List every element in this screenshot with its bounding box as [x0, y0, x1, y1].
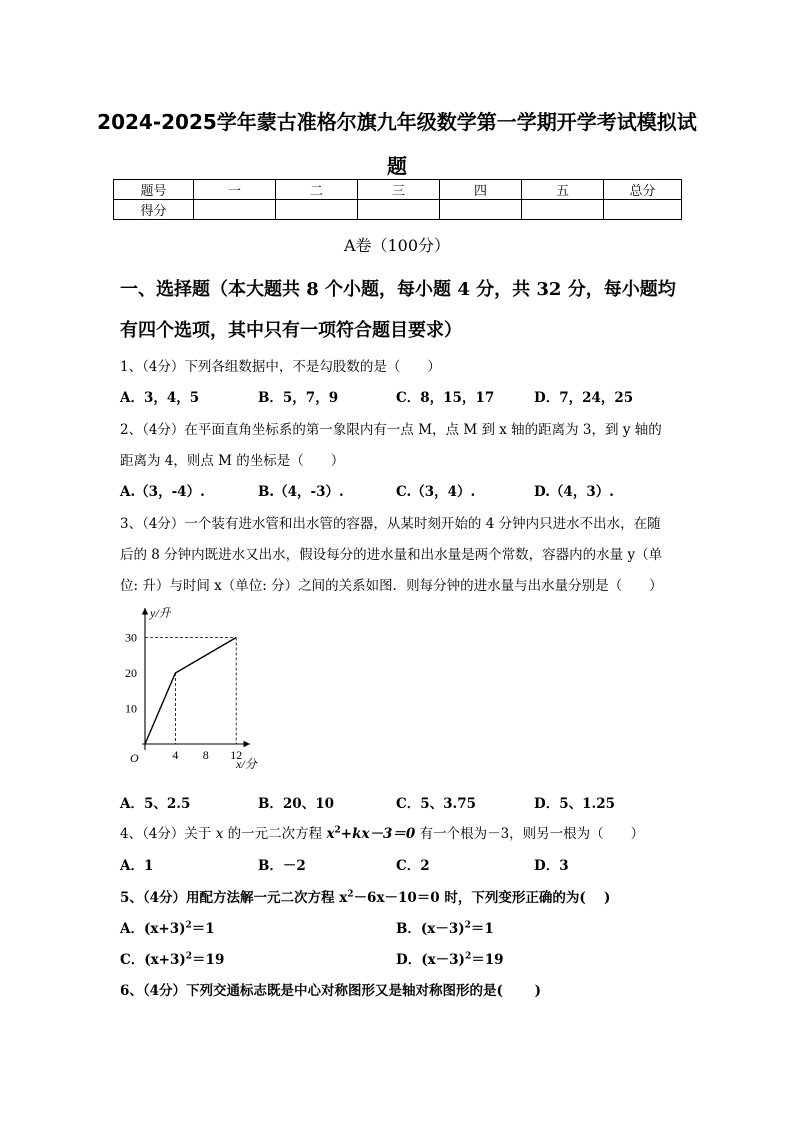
- score-header-cell: 总分: [604, 180, 682, 200]
- section-heading-line2: 有四个选项，其中只有一项符合题目要求）: [120, 320, 462, 341]
- q5-option-b-exp: 2: [464, 920, 471, 931]
- q4-option-b: B．－2: [258, 858, 306, 874]
- x-tick-label: 12: [230, 748, 243, 762]
- score-table-score-row: [114, 200, 682, 220]
- q3-option-c: C．5、3.75: [396, 796, 477, 812]
- q5-option-d-rhs: ＝19: [471, 952, 504, 968]
- q1-option-b: B．5，7，9: [258, 390, 339, 406]
- y-axis-label: y/升: [150, 606, 171, 620]
- question-1-stem: 1、（4分）下列各组数据中，不是勾股数的是（ ）: [120, 359, 441, 375]
- q4-eq-x: x: [326, 826, 335, 842]
- q1-option-d: D．7，24，25: [534, 390, 634, 406]
- score-table: [113, 179, 682, 220]
- q4-eq-rest: +kx－3＝0: [340, 826, 416, 842]
- q3-option-d: D．5、1.25: [534, 796, 615, 812]
- q4-stem-part: 的一元二次方程: [223, 826, 327, 842]
- origin-label: O: [130, 751, 139, 765]
- y-tick-label: 30: [125, 630, 137, 645]
- score-header-cell: 一: [194, 180, 276, 200]
- q5-stem-part: 5、（4分）用配方法解一元二次方程 x: [120, 890, 348, 906]
- score-cell: [522, 200, 604, 220]
- question-4-stem: [120, 822, 644, 842]
- q4-var-x: x: [215, 826, 224, 842]
- series-line: [145, 638, 236, 745]
- q1-option-c: C．8，15，17: [396, 390, 495, 406]
- score-header-cell: 二: [276, 180, 358, 200]
- q5-option-c-rhs: ＝19: [192, 952, 225, 968]
- q4-stem-part: 有一个根为－3，则另一根为（ ）: [415, 826, 645, 842]
- score-header-cell: 四: [440, 180, 522, 200]
- q5-option-b-rhs: ＝1: [470, 921, 494, 937]
- score-cell: [194, 200, 276, 220]
- q5-option-c-base: C．(x+3): [120, 952, 186, 968]
- score-row-label: 得分: [114, 200, 194, 220]
- paper-section-label: A卷（100分）: [343, 236, 451, 255]
- paper-title-line1: 2024-2025学年蒙古准格尔旗九年级数学第一学期开学考试模拟试: [97, 110, 697, 134]
- q5-option-b: [396, 917, 494, 937]
- q3-option-a: A．5、2.5: [120, 796, 191, 812]
- question-2-stem-line2: 距离为 4，则点 M 的坐标是（ ）: [120, 453, 345, 469]
- q5-option-d-base: D．(x－3): [396, 952, 465, 968]
- q4-eq-exponent: 2: [334, 825, 341, 836]
- x-tick-label: 4: [172, 748, 179, 762]
- question-2-stem-line1: 2、（4分）在平面直角坐标系的第一象限内有一点 M，点 M 到 x 轴的距离为 3，到 y 轴的: [120, 422, 662, 438]
- q5-option-a-base: A．(x+3): [120, 921, 186, 937]
- q5-option-a-exp: 2: [185, 920, 192, 931]
- q5-option-c: [120, 948, 224, 968]
- q4-option-d: D．3: [534, 858, 569, 874]
- q4-option-a: A．1: [120, 858, 154, 874]
- q5-exponent: 2: [347, 889, 354, 900]
- q1-option-a: A．3，4，5: [120, 390, 200, 406]
- score-header-cell: 五: [522, 180, 604, 200]
- section-heading-line1: 一、选择题（本大题共 8 个小题，每小题 4 分，共 32 分，每小题均: [120, 279, 676, 300]
- score-header-cell: 题号: [114, 180, 194, 200]
- score-header-cell: 三: [358, 180, 440, 200]
- question-3-stem-line1: 3、（4分）一个装有进水管和出水管的容器，从某时刻开始的 4 分钟内只进水不出水，在随: [120, 516, 661, 532]
- question-6-stem: 6、（4分）下列交通标志既是中心对称图形又是轴对称图形的是( ): [120, 983, 542, 999]
- q2-option-c: C.（3，4）.: [396, 484, 476, 500]
- y-tick-label: 10: [125, 701, 137, 716]
- q5-option-b-base: B．(x－3): [396, 921, 465, 937]
- q2-option-a: A.（3，-4）.: [120, 484, 205, 500]
- x-tick-label: 8: [202, 748, 209, 762]
- q5-option-c-exp: 2: [185, 951, 193, 962]
- score-table-header-row: [114, 180, 682, 200]
- score-cell: [604, 200, 682, 220]
- paper-title-line2: 题: [387, 154, 407, 178]
- water-volume-graph: [112, 600, 272, 780]
- x-axis-label: x/分: [236, 757, 257, 771]
- q4-option-c: C．2: [396, 858, 430, 874]
- y-tick-label: 20: [125, 666, 137, 680]
- q2-option-d: D.（4，3）.: [534, 484, 614, 500]
- q5-option-d: [396, 948, 504, 968]
- question-3-stem-line3: 位: 升）与时间 x（单位: 分）之间的关系如图．则每分钟的进水量与出水量分别是（ ）: [120, 578, 663, 594]
- question-5-stem: [120, 886, 610, 906]
- q5-option-d-exp: 2: [464, 951, 472, 962]
- q4-stem-part: 4、（4分）关于: [120, 826, 216, 842]
- score-cell: [358, 200, 440, 220]
- q5-option-a-rhs: ＝1: [191, 921, 215, 937]
- q3-option-b: B．20、10: [258, 796, 334, 812]
- question-3-stem-line2: 后的 8 分钟内既进水又出水，假设每分的进水量和出水量是两个常数，容器内的水量 y（单: [120, 547, 663, 563]
- q2-option-b: B.（4，-3）.: [258, 484, 344, 500]
- score-cell: [276, 200, 358, 220]
- q5-stem-part: －6x－10＝0 时，下列变形正确的为( ): [353, 890, 611, 906]
- score-cell: [440, 200, 522, 220]
- q5-option-a: [120, 917, 215, 937]
